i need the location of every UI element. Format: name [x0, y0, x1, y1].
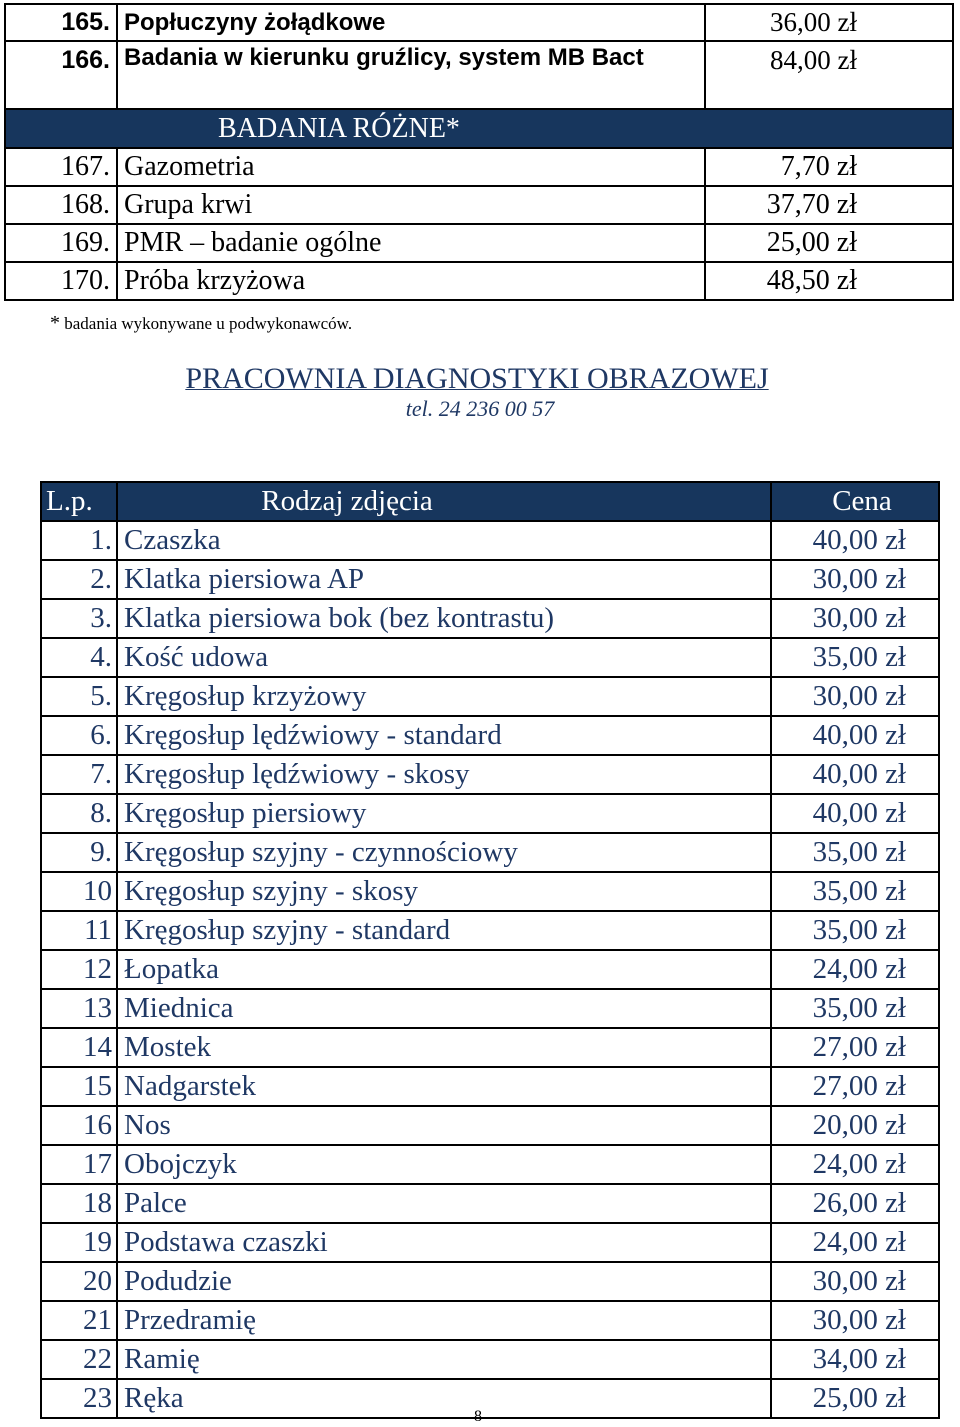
table-row [41, 1262, 939, 1301]
table-row [41, 833, 939, 872]
table-row [41, 1223, 939, 1262]
column-header-name: Rodzaj zdjęcia [117, 482, 771, 521]
row-name: Nos [117, 1106, 771, 1145]
row-price: 35,00 zł [771, 989, 939, 1028]
row-number: 17 [41, 1145, 117, 1184]
row-name: Popłuczyny żołądkowe [117, 4, 705, 41]
section-header-label: BADANIA RÓŻNE* [5, 109, 953, 148]
row-number: 15 [41, 1067, 117, 1106]
table-row [5, 224, 953, 262]
row-price: 40,00 zł [771, 716, 939, 755]
table-row [41, 1067, 939, 1106]
row-name: Podstawa czaszki [117, 1223, 771, 1262]
row-price: 25,00 zł [771, 1379, 939, 1418]
column-header-price: Cena [771, 482, 939, 521]
section-title [0, 362, 960, 396]
row-name: Kość udowa [117, 638, 771, 677]
row-name: Palce [117, 1184, 771, 1223]
row-number: 166. [5, 41, 117, 109]
row-price: 36,00 zł [705, 4, 953, 41]
row-price: 30,00 zł [771, 599, 939, 638]
row-name: Kręgosłup szyjny - standard [117, 911, 771, 950]
row-price: 24,00 zł [771, 1223, 939, 1262]
row-number: 18 [41, 1184, 117, 1223]
row-name: Kręgosłup lędźwiowy - standard [117, 716, 771, 755]
row-name: Kręgosłup krzyżowy [117, 677, 771, 716]
row-price: 30,00 zł [771, 1301, 939, 1340]
row-name: Podudzie [117, 1262, 771, 1301]
row-number: 7. [41, 755, 117, 794]
row-price: 35,00 zł [771, 911, 939, 950]
page-number [0, 1408, 960, 1426]
imaging-price-table [40, 481, 940, 1419]
table-row [41, 1028, 939, 1067]
column-header-lp: L.p. [41, 482, 117, 521]
table-row [41, 716, 939, 755]
table-row [41, 755, 939, 794]
row-name: Próba krzyżowa [117, 262, 705, 300]
lab-price-table [4, 3, 954, 301]
row-number: 12 [41, 950, 117, 989]
table-row [41, 560, 939, 599]
row-number: 16 [41, 1106, 117, 1145]
footnote-star: * [50, 312, 60, 334]
row-number: 13 [41, 989, 117, 1028]
table-row [5, 186, 953, 224]
row-number: 2. [41, 560, 117, 599]
row-price: 24,00 zł [771, 1145, 939, 1184]
table-row [41, 872, 939, 911]
section-header-row [5, 109, 953, 148]
row-name: Kręgosłup piersiowy [117, 794, 771, 833]
table-row [41, 794, 939, 833]
table-row [5, 148, 953, 186]
table-row [41, 677, 939, 716]
row-name: Kręgosłup szyjny - czynnościowy [117, 833, 771, 872]
row-name: Nadgarstek [117, 1067, 771, 1106]
row-number: 167. [5, 148, 117, 186]
row-price: 48,50 zł [705, 262, 953, 300]
row-name: Ramię [117, 1340, 771, 1379]
row-number: 165. [5, 4, 117, 41]
row-price: 40,00 zł [771, 794, 939, 833]
row-price: 26,00 zł [771, 1184, 939, 1223]
row-number: 21 [41, 1301, 117, 1340]
table-row [41, 1145, 939, 1184]
footnote-text: badania wykonywane u podwykonawców. [60, 314, 353, 333]
row-name: Miednica [117, 989, 771, 1028]
row-price: 35,00 zł [771, 833, 939, 872]
row-name: Przedramię [117, 1301, 771, 1340]
row-price: 30,00 zł [771, 677, 939, 716]
row-number: 4. [41, 638, 117, 677]
row-price: 30,00 zł [771, 1262, 939, 1301]
table-row [5, 4, 953, 41]
row-price: 20,00 zł [771, 1106, 939, 1145]
table-row [41, 599, 939, 638]
row-name: Grupa krwi [117, 186, 705, 224]
footnote [50, 312, 352, 335]
row-name: Kręgosłup lędźwiowy - skosy [117, 755, 771, 794]
row-number: 170. [5, 262, 117, 300]
row-price: 7,70 zł [705, 148, 953, 186]
row-price: 27,00 zł [771, 1028, 939, 1067]
row-name: PMR – badanie ogólne [117, 224, 705, 262]
row-name: Czaszka [117, 521, 771, 560]
row-price: 24,00 zł [771, 950, 939, 989]
row-number: 1. [41, 521, 117, 560]
row-number: 11 [41, 911, 117, 950]
table-row [41, 950, 939, 989]
row-number: 22 [41, 1340, 117, 1379]
row-number: 6. [41, 716, 117, 755]
row-price: 40,00 zł [771, 521, 939, 560]
row-name: Badania w kierunku gruźlicy, system MB Bact [117, 41, 705, 109]
row-price: 27,00 zł [771, 1067, 939, 1106]
table-row [41, 1340, 939, 1379]
table-row [41, 1184, 939, 1223]
row-number: 9. [41, 833, 117, 872]
row-number: 5. [41, 677, 117, 716]
row-price: 34,00 zł [771, 1340, 939, 1379]
row-number: 8. [41, 794, 117, 833]
page-number-text: 8 [474, 1408, 482, 1425]
imaging-table-body [41, 521, 939, 1418]
row-price: 40,00 zł [771, 755, 939, 794]
table-row [41, 1106, 939, 1145]
row-name: Mostek [117, 1028, 771, 1067]
row-price: 35,00 zł [771, 638, 939, 677]
row-price: 37,70 zł [705, 186, 953, 224]
row-number: 168. [5, 186, 117, 224]
row-price: 25,00 zł [705, 224, 953, 262]
row-name: Kręgosłup szyjny - skosy [117, 872, 771, 911]
table-row [41, 989, 939, 1028]
section-phone: tel. 24 236 00 57 [405, 396, 555, 421]
row-number: 14 [41, 1028, 117, 1067]
row-price: 35,00 zł [771, 872, 939, 911]
row-number: 23 [41, 1379, 117, 1418]
row-number: 19 [41, 1223, 117, 1262]
row-number: 169. [5, 224, 117, 262]
row-name: Klatka piersiowa bok (bez kontrastu) [117, 599, 771, 638]
row-name: Klatka piersiowa AP [117, 560, 771, 599]
row-name: Gazometria [117, 148, 705, 186]
row-name: Ręka [117, 1379, 771, 1418]
table-row [5, 262, 953, 300]
row-price: 84,00 zł [705, 41, 953, 109]
row-name: Obojczyk [117, 1145, 771, 1184]
table-row [41, 521, 939, 560]
table-row [41, 638, 939, 677]
row-name: Łopatka [117, 950, 771, 989]
row-price: 30,00 zł [771, 560, 939, 599]
row-number: 3. [41, 599, 117, 638]
row-number: 10 [41, 872, 117, 911]
table-row [5, 41, 953, 109]
table-header-row [41, 482, 939, 521]
row-number: 20 [41, 1262, 117, 1301]
section-title-text: PRACOWNIA DIAGNOSTYKI OBRAZOWEJ [185, 362, 769, 395]
table-row [41, 1301, 939, 1340]
table-row [41, 911, 939, 950]
